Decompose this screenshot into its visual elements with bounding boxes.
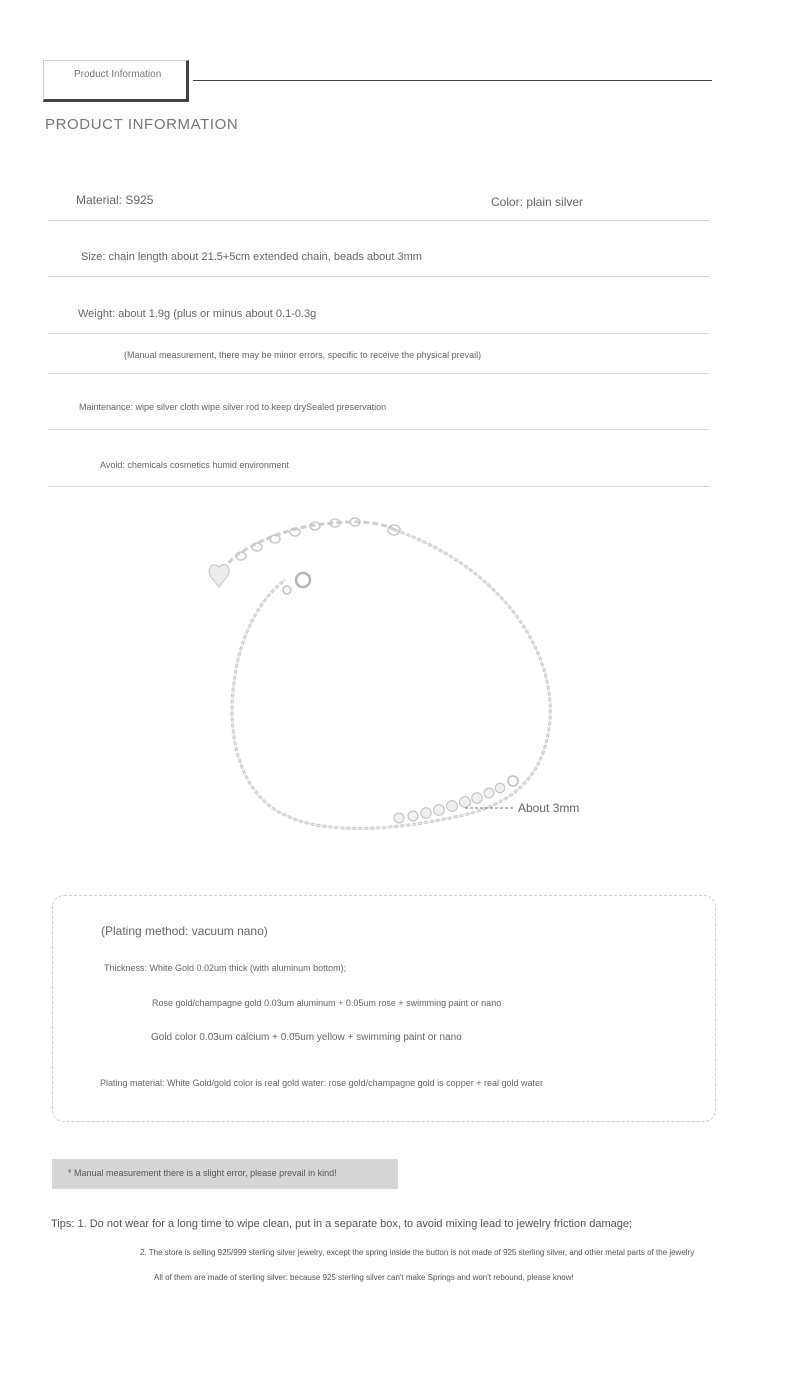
spec-size: Size: chain length about 21.5+5cm extended chain, beads about 3mm [81, 251, 422, 263]
section-title: PRODUCT INFORMATION [45, 116, 239, 133]
header-divider [193, 80, 712, 81]
spec-color: Color: plain silver [491, 195, 584, 209]
tips-line-1: Tips: 1. Do not wear for a long time to wipe clean, put in a separate box, to avoid mixing lead to jewelry friction damage; [51, 1218, 633, 1230]
tips-line-3: All of them are made of sterling silver: because 925 sterling silver can't make Springs and won't rebound, please know! [154, 1273, 574, 1282]
plating-gold-color: Gold color 0.03um calcium + 0.05um yellow + swimming paint or nano [151, 1032, 462, 1043]
product-info-tab [43, 60, 189, 102]
row-divider [48, 486, 709, 487]
row-divider [48, 429, 709, 430]
plating-thickness: Thickness: White Gold 0.02um thick (with aluminum bottom); [104, 963, 347, 973]
product-info-tab-label: Product Information [74, 69, 162, 80]
row-divider [48, 220, 709, 221]
spec-maintenance: Maintenance: wipe silver cloth wipe silver rod to keep drySealed preservation [79, 402, 387, 412]
spec-material: Material: S925 [76, 193, 154, 207]
row-divider [48, 373, 709, 374]
row-divider [48, 333, 709, 334]
tips-line-2: 2. The store is selling 925/999 sterling silver jewelry, except the spring inside the button is not made of 925 sterling silver, and other metal parts of the jewelry [140, 1248, 695, 1257]
spec-avoid: Avoid: chemicals cosmetics humid environment [100, 460, 289, 470]
measurement-note-text: * Manual measurement there is a slight error, please prevail in kind! [68, 1168, 337, 1178]
spec-weight: Weight: about 1.9g (plus or minus about 0.1-0.3g [78, 308, 317, 320]
plating-rose-gold: Rose gold/champagne gold 0.03um aluminum + 0.05um rose + swimming paint or nano [152, 998, 502, 1008]
plating-material: Plating material: White Gold/gold color is real gold water: rose gold/champagne gold is copper + real gold water [100, 1078, 543, 1088]
row-divider [48, 276, 709, 277]
spec-measurement-note: (Manual measurement, there may be minor errors, specific to receive the physical prevail) [124, 350, 482, 360]
plating-method: (Plating method: vacuum nano) [101, 924, 268, 938]
bead-size-annotation: About 3mm [518, 801, 580, 815]
bracelet-image [195, 505, 615, 850]
